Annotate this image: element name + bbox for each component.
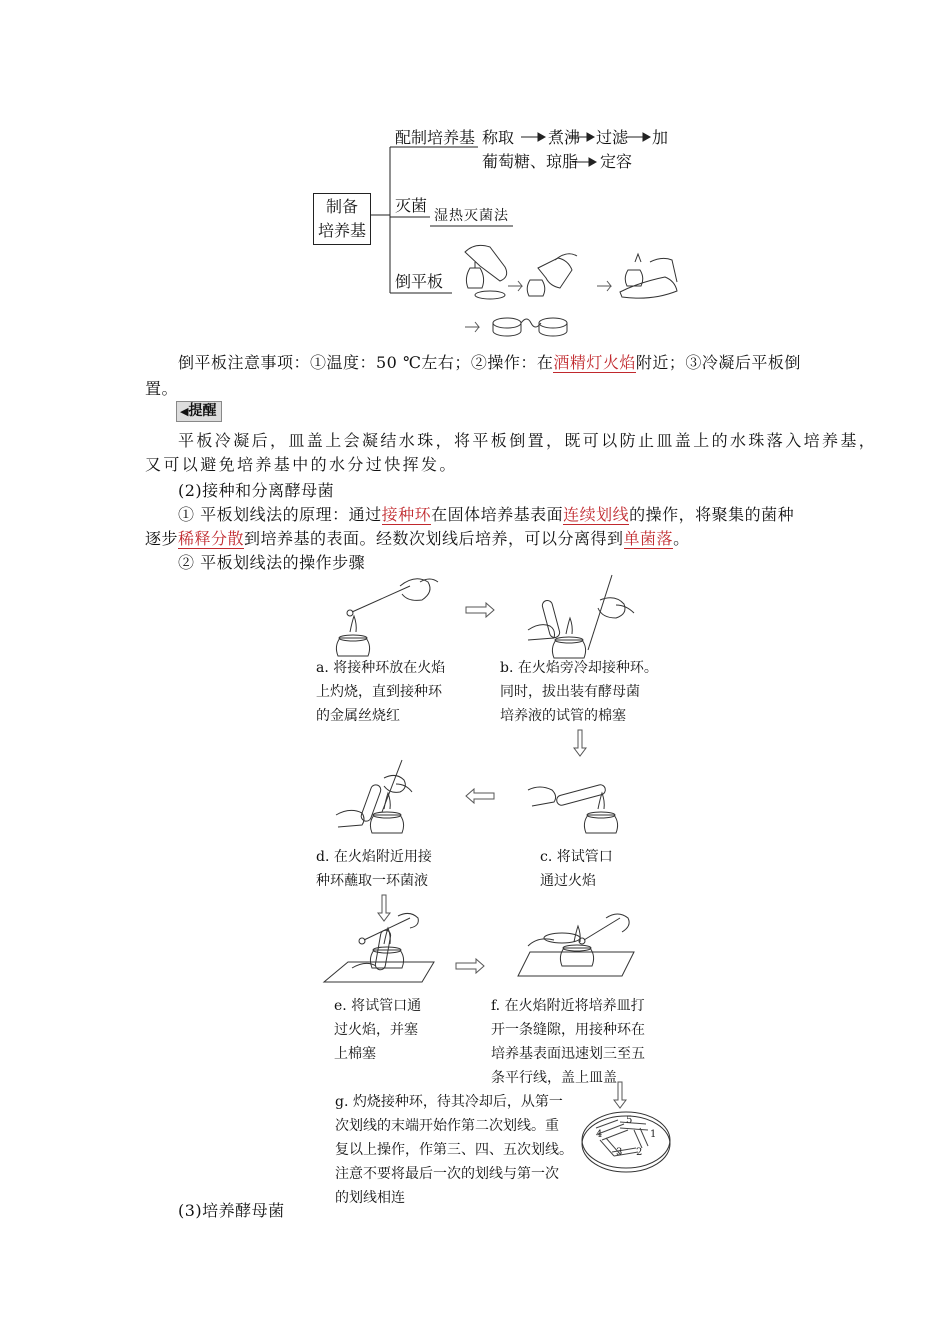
principle2-red-1: 稀释分散 — [178, 529, 245, 548]
dish-number-5: 5 — [626, 1115, 633, 1126]
step-b-caption — [500, 656, 658, 728]
pour-note-text-b: 附近；③冷凝后平板倒 — [635, 353, 801, 372]
principle-red-2: 连续划线 — [563, 505, 630, 524]
step-weigh: 称取 — [482, 128, 515, 147]
principle2-red-2: 单菌落 — [623, 529, 674, 548]
speaker-icon: ◀ — [180, 405, 189, 418]
step-b-line3: 培养液的试管的棉塞 — [500, 708, 626, 724]
section2-title: (2)接种和分离酵母菌 — [178, 481, 335, 500]
tip-label: 提醒 — [188, 403, 217, 419]
step-c-line1: c. 将试管口 — [540, 849, 613, 865]
step-b-line1: b. 在火焰旁冷却接种环。 — [500, 660, 658, 676]
pour-note-line2: 置。 — [145, 379, 179, 398]
step-add: 加 — [652, 128, 669, 147]
step-e-line2: 过火焰，并塞 — [334, 1022, 418, 1038]
step-e-caption — [334, 994, 421, 1066]
dish-number-4: 4 — [596, 1129, 603, 1140]
step-f-illustration — [518, 914, 634, 976]
principle-text-c: 的操作，将聚集的菌种 — [629, 505, 795, 524]
step-c-line2: 通过火焰 — [540, 873, 596, 889]
step-c-caption — [540, 845, 613, 893]
step-f-line1: f. 在火焰附近将培养皿打 — [491, 998, 645, 1014]
step-a-caption — [316, 656, 445, 728]
step-b-illustration — [528, 575, 634, 658]
dish-number-3: 3 — [616, 1147, 623, 1158]
principle-red-1: 接种环 — [381, 505, 432, 524]
step-filter: 过滤 — [596, 128, 629, 147]
principle2-text-b: 到培养基的表面。经数次划线后培养，可以分离得到 — [244, 529, 624, 548]
step-d-line1: d. 在火焰附近用接 — [316, 849, 432, 865]
step-boil: 煮沸 — [548, 128, 581, 147]
step-d-illustration — [336, 760, 412, 833]
step-g-line4: 注意不要将最后一次的划线与第一次 — [335, 1166, 559, 1182]
step-a-line1: a. 将接种环放在火焰 — [316, 660, 446, 676]
step-a-line2: 上灼烧，直到接种环 — [316, 684, 442, 700]
step-d-line2: 种环蘸取一环菌液 — [316, 873, 428, 889]
branch-sterilize-label: 灭菌 — [395, 196, 428, 215]
step-c-illustration — [528, 784, 618, 833]
dish-number-1: 1 — [650, 1129, 657, 1140]
principle2-text-c: 。 — [673, 529, 690, 548]
step-d-caption — [316, 845, 432, 893]
root-line1: 制备 — [325, 197, 358, 216]
step-e-illustration — [324, 913, 434, 982]
section3-title: (3)培养酵母菌 — [178, 1201, 285, 1220]
step-e-line1: e. 将试管口通 — [334, 998, 422, 1014]
branch-prepare-sub: 葡萄糖、琼脂 — [482, 152, 579, 171]
pour-note-text-a: 倒平板注意事项：①温度：50 ℃左右；②操作：在 — [178, 353, 554, 372]
step-a-illustration — [336, 579, 438, 656]
step-g-line5: 的划线相连 — [335, 1190, 405, 1206]
root-line2: 培养基 — [318, 221, 367, 240]
pour-note-red: 酒精灯火焰 — [553, 353, 636, 372]
step-f-caption — [491, 994, 645, 1090]
principle-text-b: 在固体培养基表面 — [431, 505, 564, 524]
step-a-line3: 的金属丝烧红 — [316, 708, 400, 724]
step-g-caption — [335, 1090, 573, 1210]
tip-line2: 又可以避免培养基中的水分过快挥发。 — [145, 455, 458, 474]
step-f-line2: 开一条缝隙，用接种环在 — [491, 1022, 645, 1038]
steps-heading: ② 平板划线法的操作步骤 — [178, 553, 366, 572]
tip-line1: 平板冷凝后，皿盖上会凝结水珠，将平板倒置，既可以防止皿盖上的水珠落入培养基， — [178, 431, 878, 450]
step-volume: 定容 — [600, 152, 633, 171]
principle2-text-a: 逐步 — [145, 529, 179, 548]
step-e-line3: 上棉塞 — [334, 1046, 376, 1062]
step-g-line1: g. 灼烧接种环，待其冷却后，从第一 — [335, 1094, 563, 1110]
principle-text-a: ① 平板划线法的原理：通过 — [178, 505, 382, 524]
step-b-line2: 同时，拔出装有酵母菌 — [500, 684, 640, 700]
step-g-line2: 次划线的末端开始作第二次划线。重 — [335, 1118, 559, 1134]
branch-pour-label: 倒平板 — [395, 272, 444, 291]
branch-prepare-label: 配制培养基 — [395, 128, 476, 147]
step-g-line3: 复以上操作，作第三、四、五次划线。 — [335, 1142, 573, 1158]
branch-sterilize-sub: 湿热灭菌法 — [434, 208, 509, 224]
step-f-line3: 培养基表面迅速划三至五 — [491, 1046, 645, 1062]
dish-number-2: 2 — [636, 1147, 643, 1158]
step-f-line4: 条平行线，盖上皿盖 — [491, 1070, 617, 1086]
